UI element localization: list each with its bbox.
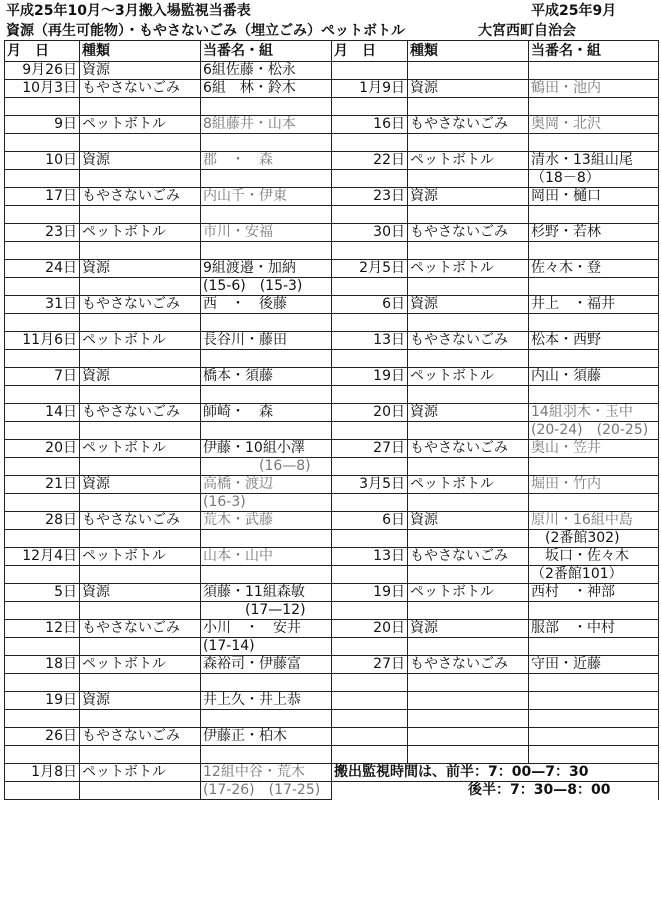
type-cell: ペットボトル (80, 548, 201, 566)
duty-names-cell (529, 710, 659, 728)
date-cell (332, 170, 408, 188)
date-cell (5, 350, 80, 368)
table-row (5, 98, 659, 116)
type-cell: もやさないごみ (80, 188, 201, 206)
date-cell: 10日 (5, 152, 80, 170)
type-cell (80, 530, 201, 548)
type-cell: 資源 (408, 404, 529, 422)
page-subtitle: 資源（再生可能物）・もやさないごみ（埋立ごみ）ペットボトル (6, 23, 405, 39)
type-cell: もやさないごみ (408, 548, 529, 566)
table-row (5, 746, 659, 764)
duty-names-cell: 荒木・武藤 (201, 512, 332, 530)
duty-names-cell: 森裕司・伊藤富 (201, 656, 332, 674)
duty-names-cell: (15-6) (15-3) (201, 278, 332, 296)
date-cell (332, 692, 408, 710)
header-duty-left: 当番名・組 (201, 41, 332, 62)
date-cell: 27日 (332, 656, 408, 674)
date-cell (5, 530, 80, 548)
type-cell: もやさないごみ (408, 116, 529, 134)
type-cell: 資源 (80, 62, 201, 80)
date-cell: 23日 (5, 224, 80, 242)
type-cell (80, 422, 201, 440)
type-cell: もやさないごみ (408, 224, 529, 242)
duty-names-cell: 鶴田・池内 (529, 80, 659, 98)
note-line-1 (332, 764, 659, 782)
type-cell (408, 62, 529, 80)
date-cell (5, 134, 80, 152)
duty-names-cell: 高橋・渡辺 (201, 476, 332, 494)
date-cell: 1月9日 (332, 80, 408, 98)
type-cell (80, 782, 201, 800)
date-cell: 20日 (332, 404, 408, 422)
duty-names-cell (529, 242, 659, 260)
date-cell (5, 206, 80, 224)
date-cell: 12月4日 (5, 548, 80, 566)
type-cell: 資源 (408, 296, 529, 314)
duty-names-cell (201, 674, 332, 692)
duty-names-cell: （2番館101） (529, 566, 659, 584)
date-cell (332, 494, 408, 512)
duty-names-cell (201, 566, 332, 584)
duty-names-cell: 堀田・竹内 (529, 476, 659, 494)
type-cell: もやさないごみ (408, 656, 529, 674)
type-cell (408, 314, 529, 332)
type-cell (80, 386, 201, 404)
table-row (5, 206, 659, 224)
note-line-2 (332, 782, 659, 800)
type-cell (80, 746, 201, 764)
duty-names-cell (529, 746, 659, 764)
table-row (5, 494, 659, 512)
type-cell: ペットボトル (80, 764, 201, 782)
date-cell (332, 314, 408, 332)
duty-names-cell: 奥山・笠井 (529, 440, 659, 458)
duty-names-cell: 井上 ・福井 (529, 296, 659, 314)
type-cell: ペットボトル (408, 476, 529, 494)
organization-name: 大宮西町自治会 (478, 23, 576, 39)
duty-names-cell: 伊藤正・柏木 (201, 728, 332, 746)
type-cell: 資源 (80, 692, 201, 710)
duty-names-cell (529, 206, 659, 224)
type-cell: 資源 (80, 260, 201, 278)
type-cell (80, 278, 201, 296)
date-cell: 14日 (5, 404, 80, 422)
date-cell: 30日 (332, 224, 408, 242)
table-row (5, 656, 659, 674)
date-cell: 18日 (5, 656, 80, 674)
duty-names-cell (201, 386, 332, 404)
type-cell: もやさないごみ (408, 332, 529, 350)
date-cell: 23日 (332, 188, 408, 206)
date-cell: 21日 (5, 476, 80, 494)
type-cell (408, 242, 529, 260)
duty-names-cell (529, 314, 659, 332)
duty-names-cell: 伊藤・10組小澤 (201, 440, 332, 458)
date-cell (332, 566, 408, 584)
type-cell: 資源 (80, 152, 201, 170)
duty-names-cell (201, 350, 332, 368)
date-cell (5, 494, 80, 512)
date-cell (332, 530, 408, 548)
type-cell (80, 206, 201, 224)
type-cell (408, 728, 529, 746)
table-row (5, 584, 659, 602)
type-cell (408, 602, 529, 620)
type-cell: ペットボトル (408, 584, 529, 602)
date-cell (332, 134, 408, 152)
page-title: 平成25年10月～3月搬入場監視当番表 (6, 3, 251, 19)
duty-names-cell: 岡田・樋口 (529, 188, 659, 206)
duty-names-cell: (2番館302) (529, 530, 659, 548)
table-row (5, 602, 659, 620)
date-cell (5, 278, 80, 296)
duty-roster-table (4, 40, 659, 800)
date-cell: 12日 (5, 620, 80, 638)
date-cell: 31日 (5, 296, 80, 314)
table-row (5, 152, 659, 170)
type-cell: 資源 (80, 368, 201, 386)
table-row (5, 566, 659, 584)
type-cell (408, 98, 529, 116)
type-cell (408, 350, 529, 368)
table-row (5, 80, 659, 98)
type-cell: 資源 (408, 512, 529, 530)
duty-names-cell: 8組藤井・山本 (201, 116, 332, 134)
duty-names-cell (529, 674, 659, 692)
table-row (5, 188, 659, 206)
duty-names-cell: 小川 ・ 安井 (201, 620, 332, 638)
date-cell: 13日 (332, 332, 408, 350)
date-cell (5, 710, 80, 728)
type-cell (408, 206, 529, 224)
duty-names-cell (529, 458, 659, 476)
duty-names-cell: 山本・山中 (201, 548, 332, 566)
duty-names-cell (201, 170, 332, 188)
type-cell: ペットボトル (80, 440, 201, 458)
date-cell (332, 458, 408, 476)
table-row (5, 710, 659, 728)
table-row (5, 134, 659, 152)
date-cell (332, 638, 408, 656)
duty-names-cell: (16—8) (201, 458, 332, 476)
duty-names-cell (529, 98, 659, 116)
table-row (5, 548, 659, 566)
date-cell (5, 782, 80, 800)
table-row (5, 512, 659, 530)
type-cell: 資源 (408, 80, 529, 98)
type-cell (408, 278, 529, 296)
date-cell: 5日 (5, 584, 80, 602)
date-cell: 6日 (332, 512, 408, 530)
type-cell (408, 638, 529, 656)
table-row (5, 350, 659, 368)
duty-names-cell: 坂口・佐々木 (529, 548, 659, 566)
duty-names-cell (529, 386, 659, 404)
duty-names-cell: 内山千・伊東 (201, 188, 332, 206)
date-cell: 19日 (332, 368, 408, 386)
duty-names-cell (201, 746, 332, 764)
type-cell: もやさないごみ (80, 296, 201, 314)
duty-names-cell (529, 638, 659, 656)
duty-names-cell: 原川・16組中島 (529, 512, 659, 530)
date-cell (5, 98, 80, 116)
table-row (5, 116, 659, 134)
table-row (5, 260, 659, 278)
table-row (5, 386, 659, 404)
type-cell (408, 422, 529, 440)
date-cell: 11月6日 (5, 332, 80, 350)
date-cell (332, 746, 408, 764)
date-cell: 24日 (5, 260, 80, 278)
table-row (5, 296, 659, 314)
date-cell: 19日 (332, 584, 408, 602)
duty-names-cell: 佐々木・登 (529, 260, 659, 278)
type-cell (408, 674, 529, 692)
duty-names-cell: 奥岡・北沢 (529, 116, 659, 134)
duty-names-cell: 長谷川・藤田 (201, 332, 332, 350)
date-cell (332, 242, 408, 260)
duty-names-cell: 杉野・若林 (529, 224, 659, 242)
duty-names-cell: 西村 ・神部 (529, 584, 659, 602)
duty-names-cell: 師崎・ 森 (201, 404, 332, 422)
duty-names-cell: (20-24) (20-25) (529, 422, 659, 440)
duty-names-cell: 服部 ・中村 (529, 620, 659, 638)
table-row (5, 620, 659, 638)
table-row (5, 332, 659, 350)
date-cell: 27日 (332, 440, 408, 458)
type-cell (408, 710, 529, 728)
table-row (5, 404, 659, 422)
date-cell (5, 386, 80, 404)
type-cell: ペットボトル (80, 656, 201, 674)
type-cell (80, 350, 201, 368)
note-text: 搬出監視時間は、前半：7：00—7：30 (334, 764, 589, 780)
date-cell (332, 602, 408, 620)
duty-names-cell (529, 134, 659, 152)
duty-names-cell: (17-14) (201, 638, 332, 656)
date-cell (5, 602, 80, 620)
date-cell: 16日 (332, 116, 408, 134)
duty-names-cell: （18－8） (529, 170, 659, 188)
duty-names-cell (201, 134, 332, 152)
date-cell (332, 710, 408, 728)
type-cell: ペットボトル (408, 368, 529, 386)
type-cell (408, 692, 529, 710)
table-row (5, 764, 659, 782)
table-row (5, 782, 659, 800)
table-row (5, 170, 659, 188)
duty-names-cell: 9組渡邉・加納 (201, 260, 332, 278)
type-cell (80, 242, 201, 260)
table-row (5, 440, 659, 458)
date-cell: 9月26日 (5, 62, 80, 80)
type-cell (80, 134, 201, 152)
duty-names-cell: 郡 ・ 森 (201, 152, 332, 170)
duty-names-cell (201, 206, 332, 224)
duty-names-cell: 清水・13組山尾 (529, 152, 659, 170)
date-cell: 26日 (5, 728, 80, 746)
date-cell (332, 386, 408, 404)
date-cell: 20日 (5, 440, 80, 458)
duty-names-cell: 守田・近藤 (529, 656, 659, 674)
duty-names-cell: 14組羽木・玉中 (529, 404, 659, 422)
table-row (5, 458, 659, 476)
type-cell (408, 134, 529, 152)
date-cell (332, 674, 408, 692)
date-cell (332, 728, 408, 746)
type-cell (408, 386, 529, 404)
date-cell: 1月8日 (5, 764, 80, 782)
duty-names-cell: 市川・安福 (201, 224, 332, 242)
type-cell (80, 710, 201, 728)
date-cell: 28日 (5, 512, 80, 530)
type-cell: もやさないごみ (408, 440, 529, 458)
date-cell: 3月5日 (332, 476, 408, 494)
type-cell (80, 674, 201, 692)
duty-names-cell (201, 422, 332, 440)
date-cell (5, 566, 80, 584)
duty-names-cell (201, 314, 332, 332)
header-date-left: 月 日 (5, 41, 80, 62)
date-cell (332, 350, 408, 368)
date-cell: 9日 (5, 116, 80, 134)
date-cell: 10月3日 (5, 80, 80, 98)
date-cell: 19日 (5, 692, 80, 710)
type-cell (408, 530, 529, 548)
date-cell (5, 314, 80, 332)
type-cell: 資源 (80, 584, 201, 602)
duty-names-cell (529, 692, 659, 710)
table-row (5, 530, 659, 548)
type-cell (408, 566, 529, 584)
date-cell (5, 746, 80, 764)
type-cell (408, 170, 529, 188)
table-row (5, 728, 659, 746)
type-cell: 資源 (80, 476, 201, 494)
duty-names-cell (529, 350, 659, 368)
table-row (5, 422, 659, 440)
duty-names-cell: 西 ・ 後藤 (201, 296, 332, 314)
header-date-right: 月 日 (332, 41, 408, 62)
type-cell: ペットボトル (80, 116, 201, 134)
duty-names-cell (201, 98, 332, 116)
date-cell (332, 278, 408, 296)
duty-names-cell: 12組中谷・荒木 (201, 764, 332, 782)
table-row (5, 638, 659, 656)
date-cell (332, 422, 408, 440)
type-cell: もやさないごみ (80, 404, 201, 422)
type-cell: ペットボトル (80, 332, 201, 350)
duty-names-cell: (17-26) (17-25) (201, 782, 332, 800)
date-cell (5, 458, 80, 476)
duty-names-cell: 6組 林・鈴木 (201, 80, 332, 98)
date-cell (332, 98, 408, 116)
note-text: 後半：7：30—8：00 (468, 782, 611, 799)
type-cell (408, 494, 529, 512)
header-type-left: 種類 (80, 41, 201, 62)
header-type-right: 種類 (408, 41, 529, 62)
type-cell: 資源 (408, 188, 529, 206)
type-cell (80, 494, 201, 512)
date-cell: 2月5日 (332, 260, 408, 278)
date-cell: 13日 (332, 548, 408, 566)
type-cell: ペットボトル (80, 224, 201, 242)
date-cell: 20日 (332, 620, 408, 638)
duty-names-cell (529, 494, 659, 512)
type-cell (80, 566, 201, 584)
duty-names-cell: 松本・西野 (529, 332, 659, 350)
type-cell: ペットボトル (408, 260, 529, 278)
type-cell (80, 98, 201, 116)
duty-names-cell (201, 710, 332, 728)
type-cell: もやさないごみ (80, 620, 201, 638)
date-cell (5, 422, 80, 440)
date-cell: 7日 (5, 368, 80, 386)
date-cell (332, 206, 408, 224)
duty-names-cell (201, 242, 332, 260)
table-row (5, 692, 659, 710)
type-cell (80, 170, 201, 188)
type-cell (408, 458, 529, 476)
duty-names-cell: 内山・須藤 (529, 368, 659, 386)
table-row (5, 368, 659, 386)
header-duty-right: 当番名・組 (529, 41, 659, 62)
type-cell (408, 746, 529, 764)
duty-names-cell (201, 530, 332, 548)
table-row (5, 224, 659, 242)
table-row (5, 242, 659, 260)
duty-names-cell: (17—12) (201, 602, 332, 620)
table-row (5, 278, 659, 296)
table-row (5, 476, 659, 494)
type-cell (80, 602, 201, 620)
type-cell: 資源 (408, 620, 529, 638)
table-row (5, 314, 659, 332)
issue-date: 平成25年9月 (531, 3, 617, 19)
date-cell (5, 170, 80, 188)
duty-names-cell (529, 602, 659, 620)
duty-names-cell: 橋本・須藤 (201, 368, 332, 386)
date-cell (5, 638, 80, 656)
type-cell (80, 638, 201, 656)
type-cell (80, 458, 201, 476)
duty-names-cell: (16-3) (201, 494, 332, 512)
duty-names-cell (529, 278, 659, 296)
duty-names-cell: 井上久・井上恭 (201, 692, 332, 710)
type-cell: もやさないごみ (80, 80, 201, 98)
date-cell (332, 62, 408, 80)
date-cell (5, 674, 80, 692)
type-cell: もやさないごみ (80, 728, 201, 746)
date-cell: 6日 (332, 296, 408, 314)
table-header-row (5, 41, 659, 62)
date-cell: 22日 (332, 152, 408, 170)
duty-names-cell (529, 728, 659, 746)
duty-names-cell: 6組佐藤・松永 (201, 62, 332, 80)
type-cell (80, 314, 201, 332)
table-row (5, 674, 659, 692)
date-cell: 17日 (5, 188, 80, 206)
type-cell: もやさないごみ (80, 512, 201, 530)
duty-names-cell (529, 62, 659, 80)
table-row (5, 62, 659, 80)
date-cell (5, 242, 80, 260)
type-cell: ペットボトル (408, 152, 529, 170)
duty-names-cell: 須藤・11組森敏 (201, 584, 332, 602)
